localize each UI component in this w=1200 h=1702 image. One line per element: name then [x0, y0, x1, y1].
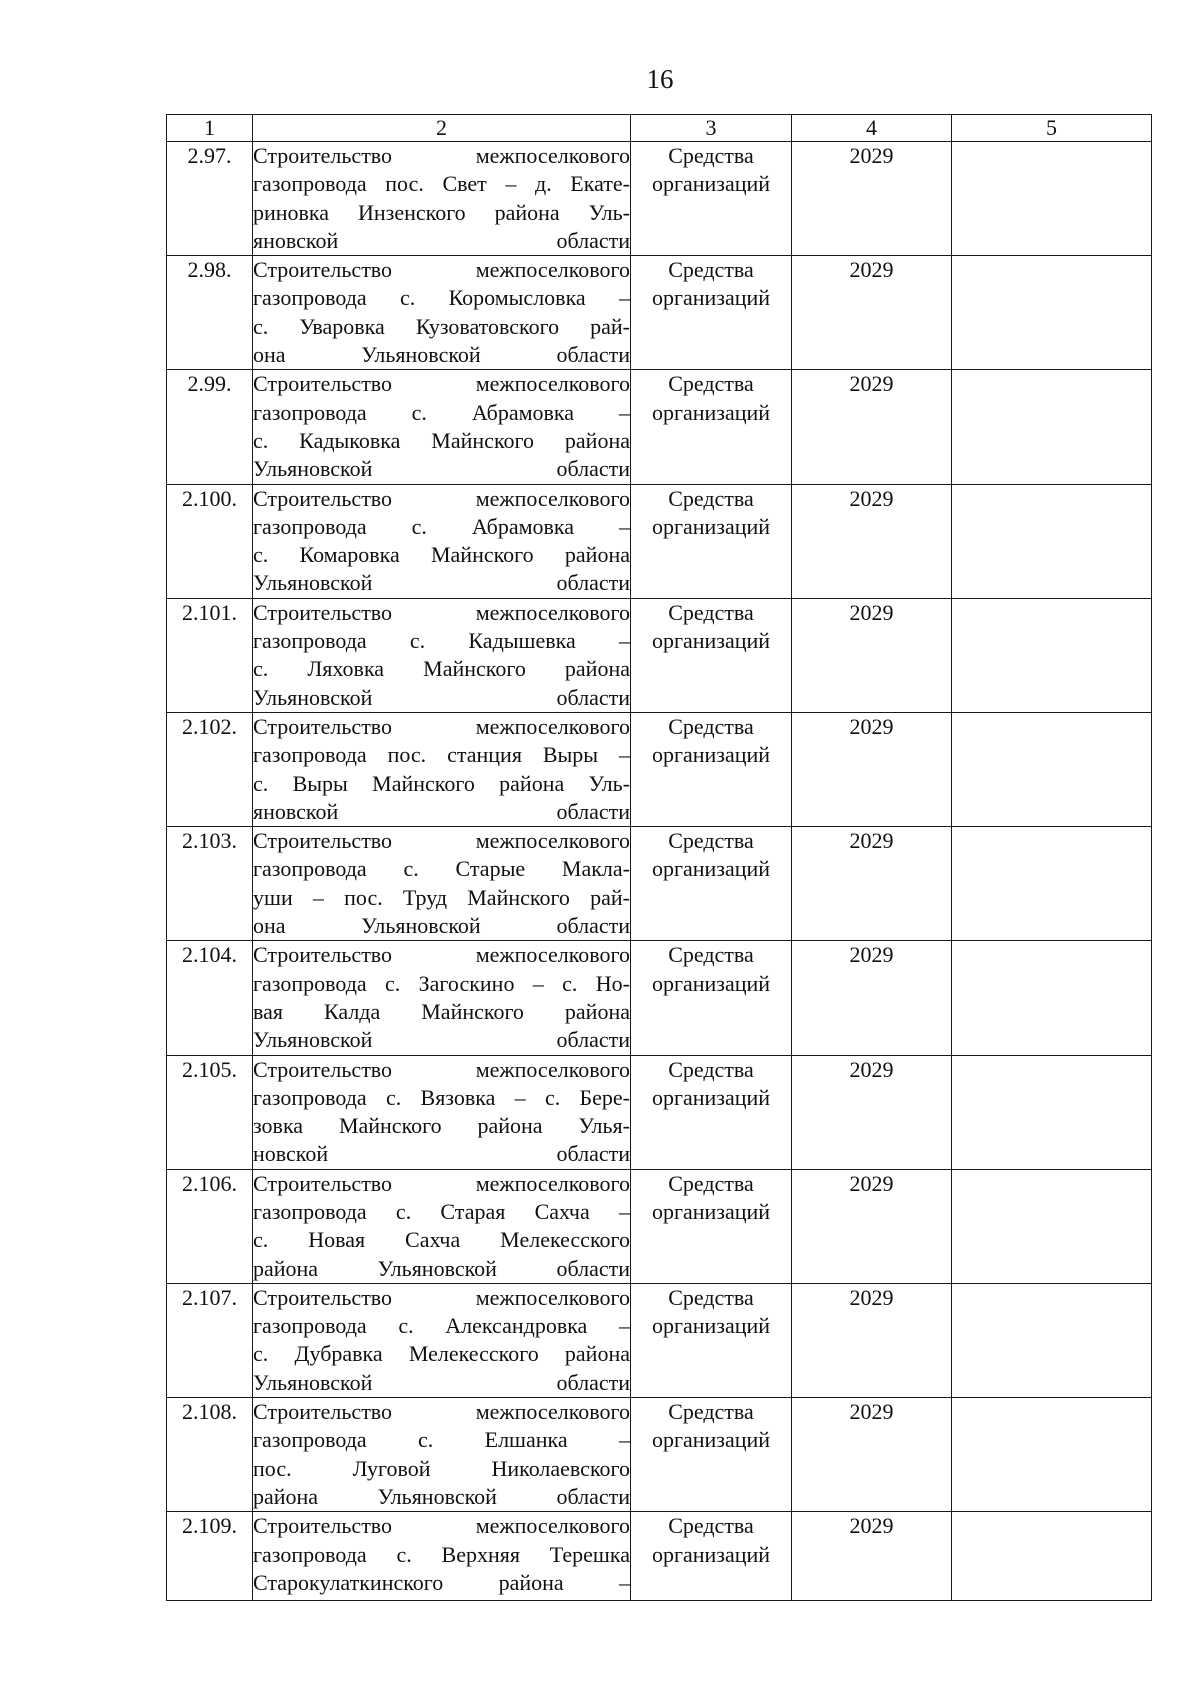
project-name-line: риновка Инзенского района Уль- — [253, 199, 630, 225]
project-name-line: газопровода с. Александровка – — [253, 1313, 630, 1339]
funding-source — [631, 1512, 792, 1601]
completion-year: 2029 — [792, 1398, 952, 1512]
table-row — [167, 484, 1152, 598]
project-name — [253, 712, 631, 826]
funding-source — [631, 941, 792, 1055]
completion-year: 2029 — [792, 941, 952, 1055]
completion-year: 2029 — [792, 598, 952, 712]
table-row — [167, 1169, 1152, 1283]
funding-source-line: Средства — [668, 1399, 754, 1425]
project-name-line: она Ульяновской области — [253, 342, 630, 368]
project-name — [253, 598, 631, 712]
project-name-line: Ульяновской области — [253, 456, 630, 482]
project-name — [253, 256, 631, 370]
funding-source — [631, 1169, 792, 1283]
project-name-line: Строительство межпоселкового — [253, 143, 630, 168]
project-name — [253, 827, 631, 941]
funding-source — [631, 256, 792, 370]
project-name-line: Строительство межпоселкового — [253, 1170, 630, 1196]
row-number: 2.104. — [167, 941, 253, 1055]
table-row — [167, 712, 1152, 826]
funding-source-line: Средства — [668, 713, 754, 739]
project-name — [253, 1512, 631, 1601]
header-col-3: 3 — [631, 115, 792, 142]
funding-source-line: Средства — [668, 371, 754, 397]
funding-source — [631, 484, 792, 598]
project-name-line: Строительство межпоселкового — [253, 1399, 630, 1425]
completion-year: 2029 — [792, 712, 952, 826]
completion-year: 2029 — [792, 142, 952, 256]
project-name-line: с. Комаровка Майнского района — [253, 542, 630, 568]
funding-source-line: организаций — [651, 856, 771, 882]
project-name-line: с. Выры Майнского района Уль- — [253, 770, 630, 796]
table-row — [167, 142, 1152, 256]
project-name-line: пос. Луговой Николаевского — [253, 1455, 630, 1481]
funding-source-line: организаций — [651, 1198, 771, 1224]
project-name-line: она Ульяновской области — [253, 913, 630, 939]
project-name — [253, 941, 631, 1055]
project-name-line: Ульяновской области — [253, 570, 630, 596]
funding-source-line: Средства — [668, 1513, 754, 1539]
project-name-line: Строительство межпоселкового — [253, 1284, 630, 1310]
notes-cell — [952, 370, 1152, 484]
funding-source-line: организаций — [651, 399, 771, 425]
funding-source-line: организаций — [651, 970, 771, 996]
project-name-line: Строительство межпоселкового — [253, 1056, 630, 1082]
project-name-line: Строительство межпоселкового — [253, 257, 630, 283]
funding-source — [631, 1398, 792, 1512]
row-number: 2.100. — [167, 484, 253, 598]
funding-source — [631, 827, 792, 941]
project-name-line: Строительство межпоселкового — [253, 942, 630, 968]
funding-source — [631, 598, 792, 712]
project-name-line: газопровода с. Елшанка – — [253, 1427, 630, 1453]
project-name-line: Старокулаткинского района – — [253, 1569, 630, 1595]
table-row — [167, 941, 1152, 1055]
funding-source — [631, 142, 792, 256]
row-number: 2.98. — [167, 256, 253, 370]
funding-source-line: организаций — [651, 1313, 771, 1339]
notes-cell — [952, 142, 1152, 256]
funding-source-line: организаций — [651, 628, 771, 654]
notes-cell — [952, 1398, 1152, 1512]
notes-cell — [952, 598, 1152, 712]
project-name-line: с. Кадыковка Майнского района — [253, 427, 630, 453]
completion-year: 2029 — [792, 1512, 952, 1601]
completion-year: 2029 — [792, 1169, 952, 1283]
completion-year: 2029 — [792, 827, 952, 941]
project-name — [253, 1055, 631, 1169]
row-number: 2.99. — [167, 370, 253, 484]
funding-source-line: организаций — [651, 285, 771, 311]
project-name-line: газопровода с. Верхняя Терешка — [253, 1541, 630, 1567]
project-name-line: вая Калда Майнского района — [253, 998, 630, 1024]
funding-source — [631, 1283, 792, 1397]
header-col-2: 2 — [253, 115, 631, 142]
project-name-line: газопровода с. Вязовка – с. Бере- — [253, 1084, 630, 1110]
project-name-line: Строительство межпоселкового — [253, 713, 630, 739]
table-row — [167, 1055, 1152, 1169]
funding-source-line: организаций — [651, 1427, 771, 1453]
notes-cell — [952, 827, 1152, 941]
project-name-line: газопровода с. Старая Сахча – — [253, 1198, 630, 1224]
row-number: 2.101. — [167, 598, 253, 712]
project-name-line: Ульяновской области — [253, 1027, 630, 1053]
row-number: 2.105. — [167, 1055, 253, 1169]
row-number: 2.109. — [167, 1512, 253, 1601]
funding-source-line: Средства — [668, 485, 754, 511]
funding-source-line: Средства — [668, 828, 754, 854]
project-name-line: яновской области — [253, 227, 630, 253]
project-name — [253, 484, 631, 598]
funding-source-line: Средства — [668, 599, 754, 625]
project-name-line: новской области — [253, 1141, 630, 1167]
project-name-line: Ульяновской области — [253, 1369, 630, 1395]
project-name-line: газопровода с. Загоскино – с. Но- — [253, 970, 630, 996]
project-name-line: с. Ляховка Майнского района — [253, 656, 630, 682]
funding-source-line: Средства — [668, 942, 754, 968]
table-row — [167, 1512, 1152, 1601]
page-number: 16 — [646, 64, 674, 94]
project-name-line: Строительство межпоселкового — [253, 485, 630, 511]
funding-source-line: организаций — [651, 1084, 771, 1110]
completion-year: 2029 — [792, 370, 952, 484]
row-number: 2.102. — [167, 712, 253, 826]
notes-cell — [952, 256, 1152, 370]
project-name-line: района Ульяновской области — [253, 1255, 630, 1281]
project-name — [253, 142, 631, 256]
row-number: 2.107. — [167, 1283, 253, 1397]
funding-source-line: Средства — [668, 1056, 754, 1082]
project-name-line: Ульяновской области — [253, 684, 630, 710]
project-name-line: газопровода с. Абрамовка – — [253, 513, 630, 539]
completion-year: 2029 — [792, 484, 952, 598]
row-number: 2.108. — [167, 1398, 253, 1512]
project-name-line: уши – пос. Труд Майнского рай- — [253, 884, 630, 910]
project-name-line: района Ульяновской области — [253, 1483, 630, 1509]
table-row — [167, 1283, 1152, 1397]
completion-year: 2029 — [792, 1055, 952, 1169]
header-col-4: 4 — [792, 115, 952, 142]
row-number: 2.103. — [167, 827, 253, 941]
funding-source — [631, 370, 792, 484]
notes-cell — [952, 1169, 1152, 1283]
funding-source-line: организаций — [651, 513, 771, 539]
notes-cell — [952, 1512, 1152, 1601]
table-body — [167, 142, 1152, 1601]
funding-source-line: Средства — [668, 143, 754, 168]
project-name-line: газопровода с. Старые Макла- — [253, 856, 630, 882]
project-name-line: Строительство межпоселкового — [253, 599, 630, 625]
table-row — [167, 1398, 1152, 1512]
header-col-1: 1 — [167, 115, 253, 142]
row-number: 2.106. — [167, 1169, 253, 1283]
project-name-line: Строительство межпоселкового — [253, 371, 630, 397]
funding-source-line: организаций — [651, 1541, 771, 1567]
project-name-line: газопровода с. Абрамовка – — [253, 399, 630, 425]
table-row — [167, 827, 1152, 941]
funding-source-line: организаций — [651, 742, 771, 768]
notes-cell — [952, 712, 1152, 826]
funding-source-line: организаций — [651, 171, 771, 197]
program-table — [166, 114, 1152, 1601]
funding-source-line: Средства — [668, 257, 754, 283]
project-name-line: Строительство межпоселкового — [253, 828, 630, 854]
funding-source-line: Средства — [668, 1170, 754, 1196]
table-row — [167, 370, 1152, 484]
project-name-line: яновской области — [253, 798, 630, 824]
project-name-line: газопровода с. Кадышевка – — [253, 628, 630, 654]
project-name-line: газопровода с. Коромысловка – — [253, 285, 630, 311]
funding-source-line: Средства — [668, 1284, 754, 1310]
funding-source — [631, 712, 792, 826]
project-name-line: с. Новая Сахча Мелекесского — [253, 1227, 630, 1253]
funding-source — [631, 1055, 792, 1169]
notes-cell — [952, 484, 1152, 598]
table-header-row — [167, 115, 1152, 142]
project-name-line: газопровода пос. Свет – д. Екате- — [253, 171, 630, 197]
project-name-line: газопровода пос. станция Выры – — [253, 742, 630, 768]
project-name — [253, 1398, 631, 1512]
project-name — [253, 1169, 631, 1283]
table-row — [167, 256, 1152, 370]
notes-cell — [952, 1055, 1152, 1169]
project-name — [253, 1283, 631, 1397]
project-name-line: с. Дубравка Мелекесского района — [253, 1341, 630, 1367]
notes-cell — [952, 941, 1152, 1055]
row-number: 2.97. — [167, 142, 253, 256]
notes-cell — [952, 1283, 1152, 1397]
completion-year: 2029 — [792, 1283, 952, 1397]
completion-year: 2029 — [792, 256, 952, 370]
project-name-line: с. Уваровка Кузоватовского рай- — [253, 313, 630, 339]
header-col-5: 5 — [952, 115, 1152, 142]
project-name — [253, 370, 631, 484]
project-name-line: зовка Майнского района Улья- — [253, 1113, 630, 1139]
project-name-line: Строительство межпоселкового — [253, 1513, 630, 1539]
table-row — [167, 598, 1152, 712]
